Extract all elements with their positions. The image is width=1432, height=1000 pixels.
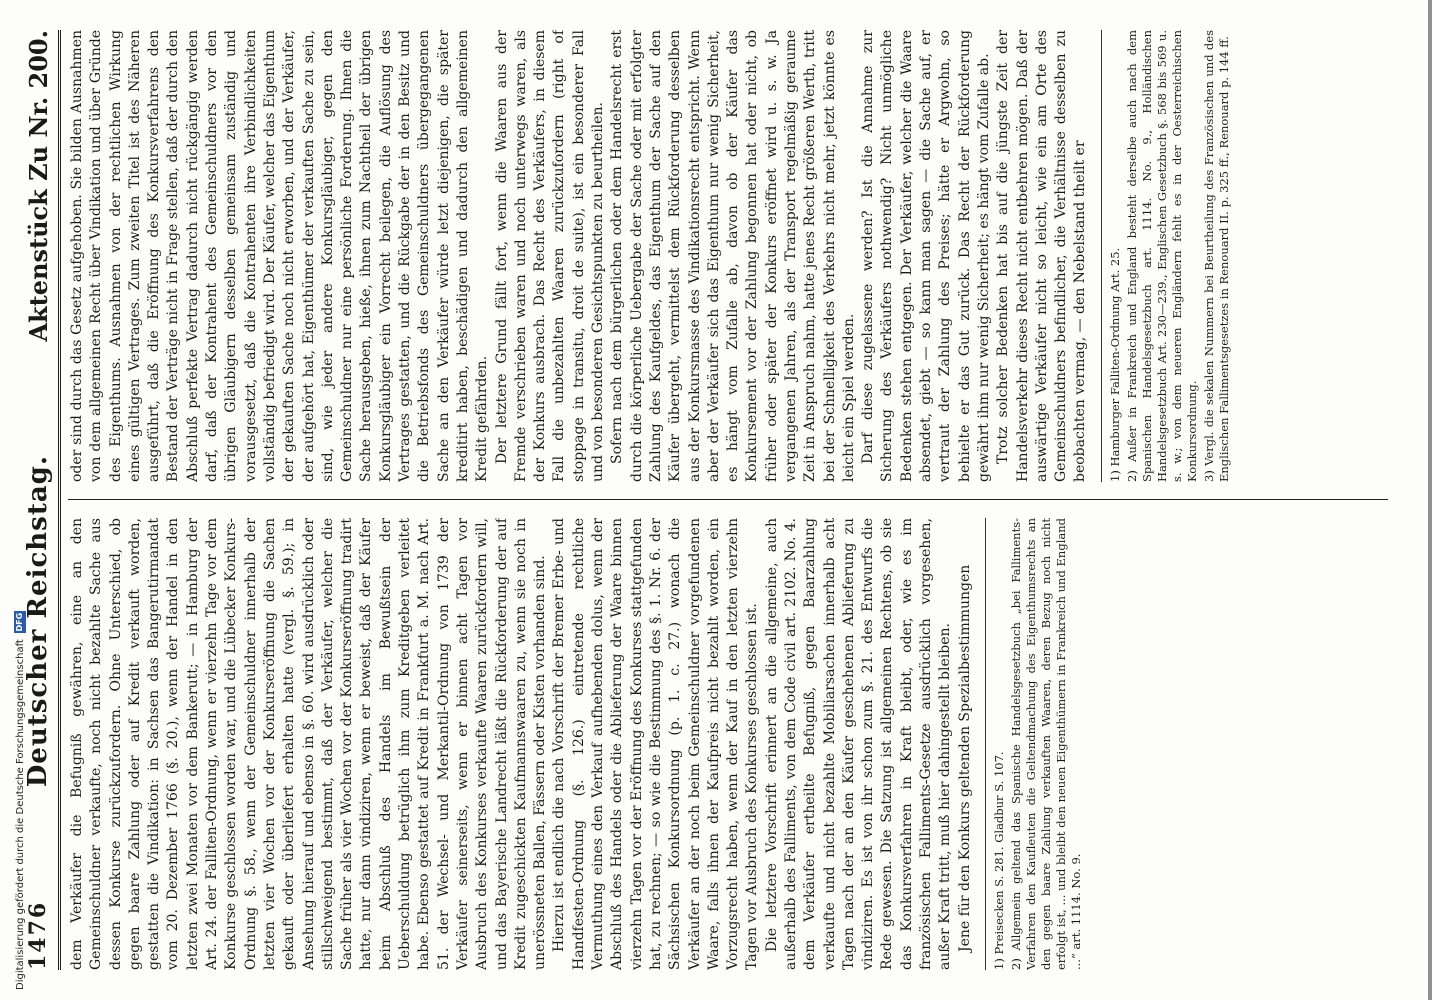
paragraph: Darf diese zugelassene werden? Ist die Annahme zur Sicherung des Verkäufers nothwendig? Nicht unmögliche Bedenken stehen entgegen. Der Verkäufer, welcher die Waare absendet, giebt — so kann man sagen — die Sache auf, er vertraut der Zahlung des Preises; hätte er Argwohn, so behielte er das Gut zurück. Das Recht der Rückforderung gewährt ihm nur wenig Sicherheit; es hängt vom Zufalle ab. xyxy=(860,30,992,482)
footnotes xyxy=(985,518,1084,970)
footnotes xyxy=(1101,30,1232,482)
footnote: 2) Außer in Frankreich und England besteht derselbe auch nach dem Spanischen Handelsgesetzbuch art. 1114. No. 9., Holländischen Handelsgesetzbuch Art. 230—239., Englischen Gesetzbuch §. 568 bis 569 u. s. w.; von dem neueren Engländern fehlt es in der Oesterreichischen Konkursordnung. xyxy=(1124,30,1199,482)
footnote: 2) Allgemein geltend das Spanische Handelsgesetzbuch „bei Falliments-Verfahren den Kaufleuten die Geltendmachung des Eigenthumsrechts an den gegen baare Zahlung verkauften Waaren, deren Bezug noch nicht erfolgt ist, ... und bleibt den neuen Eigenthümern in Frankreich und England ...“ art. 1114. No. 9. xyxy=(1008,518,1083,970)
footnote: 3) Vergl. die sekalen Nummern bei Beurtheilung des Französischen und des Englischen Fallimentsgesetzes in Renouard II. p. 325 ff., Renouard p. 144 ff. xyxy=(1201,30,1231,482)
footnote: 1) Preisecken S. 281. Gladbur S. 107. xyxy=(991,751,1006,970)
paragraph: Hierzu ist endlich die nach Vorschrift der Bremer Erbe- und Handfesten-Ordnung (§. 126.) eintretende rechtliche Vermuthung eines den Verkauf aufhebenden dolus, wenn der Abschluß des Handels oder die Ablieferung der Waare binnen vierzehn Tagen vor der Eröffnung des Konkurses stattgefunden hat, zu rechnen; — so wie die Bestimmung des §. 1. Nr. 6. der Sächsischen Konkursordnung (p. 1. c. 27.) wonach die Verkäufer an der noch beim Gemeinschuldner vorgefundenen Waare, falls ihnen der Kaufpreis nicht bezahlt worden, ein Vorzugsrecht haben, wenn der Kauf in den letzten vierzehn Tagen vor Ausbruch des Konkurses geschlossen ist. xyxy=(551,518,761,970)
dfg-logo-icon: DFG xyxy=(15,612,24,632)
paragraph: Jene für den Konkurs geltenden Spezialbestimmungen xyxy=(956,564,973,952)
column-divider xyxy=(68,499,1388,500)
paragraph: oder sind durch das Gesetz aufgehoben. Sie bilden Ausnahmen von dem allgemeinen Recht über Vindikation und über Gründe des Eigenthums. Ausnahmen von der rechtlichen Wirkung eines gültigen Vertrages. Zum zweiten Titel ist des Näheren ausgeführt, daß die Eröffnung des Konkursverfahrens den Bestand der Verträge nicht in Frage stellen, daß der durch den Abschluß perfekte Vertrag dadurch nicht rückgängig werden darf, daß der Kontrahent des Gemeinschuldners vor den übrigen Gläubigern desselben gemeinsam zuständig und vorausgesetzt, daß die Kontrahenten ihre Verbindlichkeiten vollständig befriedigt wird. Der Käufer, welcher das Eigenthum der gekauften Sache noch nicht erworben, und der Verkäufer, der aufgehört hat, Eigenthümer der verkauften Sache zu sein, sind, wie jeder andere Konkursgläubiger, gegen den Gemeinschuldner nur eine persönliche Forderung. Ihnen die Sache herausgeben, hieße, ihnen zum Nachtheil der übrigen Konkursgläubiger ein Vorrecht beilegen, die Auflösung des Vertrages gestatten, und die Rückgabe der in den Besitz und die Betriebsfonds des Gemeinschuldners übergegangenen Sache an den Verkäufer würde letzt diejenigen, die später kreditirt haben, beschädigen und dadurch den allgemeinen Kredit gefährden. xyxy=(69,30,491,482)
paragraph: Die letztere Vorschrift erinnert an die allgemeine, auch außerhalb des Falliments, von dem Code civil art. 2102. No. 4. dem Verkäufer ertheilte Befugniß, gegen Baarzahlung verkaufte und nicht bezahlte Mobiliarsachen innerhalb acht Tagen nach der an den Käufer geschehenen Ablieferung zu vindiziren. Es ist von ihr schon zum §. 21. des Entwurfs die Rede gewesen. Die Satzung ist allgemeinen Rechtens, ob sie das Konkursverfahren in Kraft bleibt, oder, wie es im französischen Falliments-Gesetze ausdrücklich vorgesehen, außer Kraft tritt, muß hier dahingestellt bleiben. xyxy=(763,518,954,970)
page-header xyxy=(18,30,61,970)
text-columns xyxy=(68,30,1388,970)
left-column xyxy=(68,518,1388,970)
footnote: 1) Hamburger Falliten-Ordnung Art. 25. xyxy=(1107,247,1122,482)
rotated-page-content xyxy=(10,0,1410,1000)
paragraph: Der letztere Grund fällt fort, wenn die Waaren aus der Fremde verschrieben waren und noch unterwegs waren, als der Konkurs ausbrach. Das Recht des Verkäufers, in diesem Fall die unbezahlten Waaren zurückzufordern (right of stoppage in transitu, droit de suite), ist ein besonderer Fall und von besonderen Gesichtspunkten zu beurtheilen. xyxy=(493,30,607,482)
page-number: 1476 xyxy=(25,900,51,970)
issue-label: Aktenstück Zu Nr. 200. xyxy=(23,30,53,342)
paragraph: Trotz solcher Bedenken hat bis auf die jüngste Zeit der Handelsverkehr dieses Recht nicht entbehren mögen. Daß der auswärtige Verkäufer nicht so leicht, wie ein am Orte des Gemeinschuldners befindlicher, die Verhältnisse desselben zu beobachten vermag, — den Nebelstand theilt er xyxy=(995,30,1089,482)
right-column xyxy=(68,30,1388,482)
paragraph: Sofern nach dem bürgerlichen oder dem Handelsrecht erst durch die körperliche Uebergabe der Sache oder mit erfolgter Zahlung des Kaufgeldes, das Eigenthum der Sache auf den Käufer übergeht, vermittelst dem Rückforderung desselben aus der Konkursmasse des Vindikationsrecht entspricht. Wenn aber der Verkäufer sich das Eigenthum nur wenig Sicherheit, es hängt vom Zufalle ab, davon ob der Käufer das Konkursement vor der Zahlung begonnen hat oder nicht, ob früher oder später der Konkurs eröffnet wird u. s. w. Ja vergangenen Jahren, als der Transport regelmäßig geraume Zeit in Anspruch nahm, hatte jenes Recht größeren Werth, tritt bei der Schnelligkeit des Verkehrs nicht mehr, jetzt könnte es leicht ein Spiel werden. xyxy=(609,30,857,482)
running-title: Deutscher Reichstag. xyxy=(23,455,53,788)
digitization-credit-text: Digitalisierung gefördert durch die Deutsche Forschungsgemeinschaft xyxy=(14,639,26,990)
scan-edge xyxy=(1428,0,1432,1000)
paragraph: dem Verkäufer die Befugniß gewähren, eine an den Gemeinschuldner verkaufte, noch nicht bezahlte Sache aus dessen Konkurse zurückzufordern. Ohne Unterschied, ob gegen baare Zahlung oder auf Kredit verkauft worden, gestatten die Vindikation: in Sachsen das Bangerutirmandat vom 20. Dezember 1766 (§. 20.), wenn der Handel in den letzten zwei Monaten vor dem Bankerutt; — in Hamburg der Art. 24. der Falliten-Ordnung, wenn er vierzehn Tage vor dem Konkurse geschlossen worden war, und die Lübecker Konkurs-Ordnung §. 58., wenn der Gemeinschuldner innerhalb der letzten vier Wochen vor der Konkurseröffnung die Sachen gekauft oder überliefert erhalten hatte (vergl. §. 59.); in Ansehung hierauf und ebenso in §. 60. wird ausdrücklich oder stillschweigend bestimmt, daß der Verkäufer, welcher die Sache früher als vier Wochen vor der Konkurseröffnung tradirt hatte, nur dann vindiziren, wenn er beweist, daß der Käufer beim Abschluß des Handels im Bewußtsein der Ueberschuldung betrüglich ihm zum Kreditgeben verleitet habe. Ebenso gestattet auf Kredit in Frankfurt a. M. nach Art. 51. der Wechsel- und Merkantil-Ordnung von 1739 der Verkäufer seinerseits, wenn er binnen acht Tagen vor Ausbruch des Konkurses verkaufte Waaren zurückfordern will, und das Bayerische Landrecht läßt die Rückforderung der auf Kredit zugeschickten Kaufmannswaaren zu, wenn sie noch in unerössneten Ballen, Fässern oder Kisten vorhanden sind. xyxy=(69,518,549,970)
